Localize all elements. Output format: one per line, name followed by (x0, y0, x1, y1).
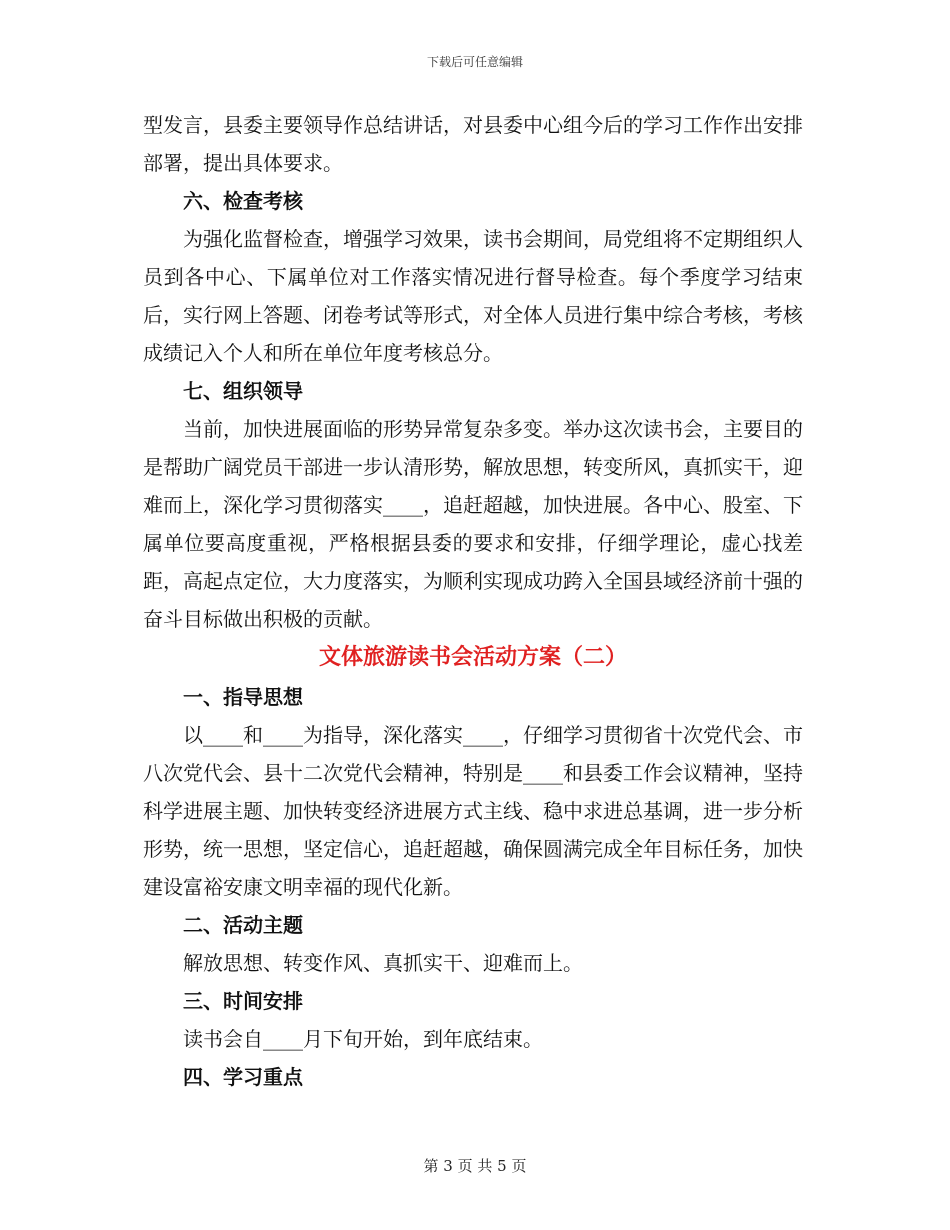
page-footer: 第 3 页 共 5 页 (423, 1157, 527, 1175)
paragraph-schedule: 读书会自____月下旬开始，到年底结束。 (183, 1027, 543, 1051)
paragraph-guiding-thought: 以____和____为指导，深化落实____，仔细学习贯彻省十次党代会、市八次党代会、县十二次党代会精神，特别是____和县委工作会议精神，坚持科学进展主题、加快转变经济进展方式主线、稳中求进总基调，进一步分析形势，统一思想，坚定信心，追赶超越，确保圆满完成全年目标任务，加快建设富裕安康文明幸福的现代化新。 (143, 723, 803, 899)
paragraph-continuation: 型发言，县委主要领导作总结讲话，对县委中心组今后的学习工作作出安排部署，提出具体要求。 (143, 113, 803, 175)
page-header: 下载后可任意编辑 (426, 55, 523, 69)
paragraph-inspection: 为强化监督检查，增强学习效果，读书会期间，局党组将不定期组织人员到各中心、下属单位对工作落实情况进行督导检查。每个季度学习结束后，实行网上答题、闭卷考试等形式，对全体人员进行集中综合考核，考核成绩记入个人和所在单位年度考核总分。 (143, 227, 803, 365)
heading-inspection: 六、检查考核 (183, 189, 303, 213)
heading-schedule: 三、时间安排 (183, 989, 303, 1013)
document-body (143, 106, 803, 1096)
paragraph-leadership: 当前，加快进展面临的形势异常复杂多变。举办这次读书会，主要目的是帮助广阔党员干部进一步认清形势，解放思想，转变所风，真抓实干，迎难而上，深化学习贯彻落实____，追赶超越，加快进展。各中心、股室、下属单位要高度重视，严格根据县委的要求和安排，仔细学理论，虚心找差距，高起点定位，大力度落实，为顺利实现成功跨入全国县域经济前十强的奋斗目标做出积极的贡献。 (143, 417, 803, 631)
heading-study-focus: 四、学习重点 (183, 1065, 303, 1089)
heading-guiding-thought: 一、指导思想 (183, 685, 303, 709)
heading-activity-theme: 二、活动主题 (183, 913, 303, 937)
document-title: 文体旅游读书会活动方案（二） (318, 645, 627, 670)
paragraph-activity-theme: 解放思想、转变作风、真抓实干、迎难而上。 (183, 951, 583, 975)
heading-leadership: 七、组织领导 (183, 379, 303, 403)
